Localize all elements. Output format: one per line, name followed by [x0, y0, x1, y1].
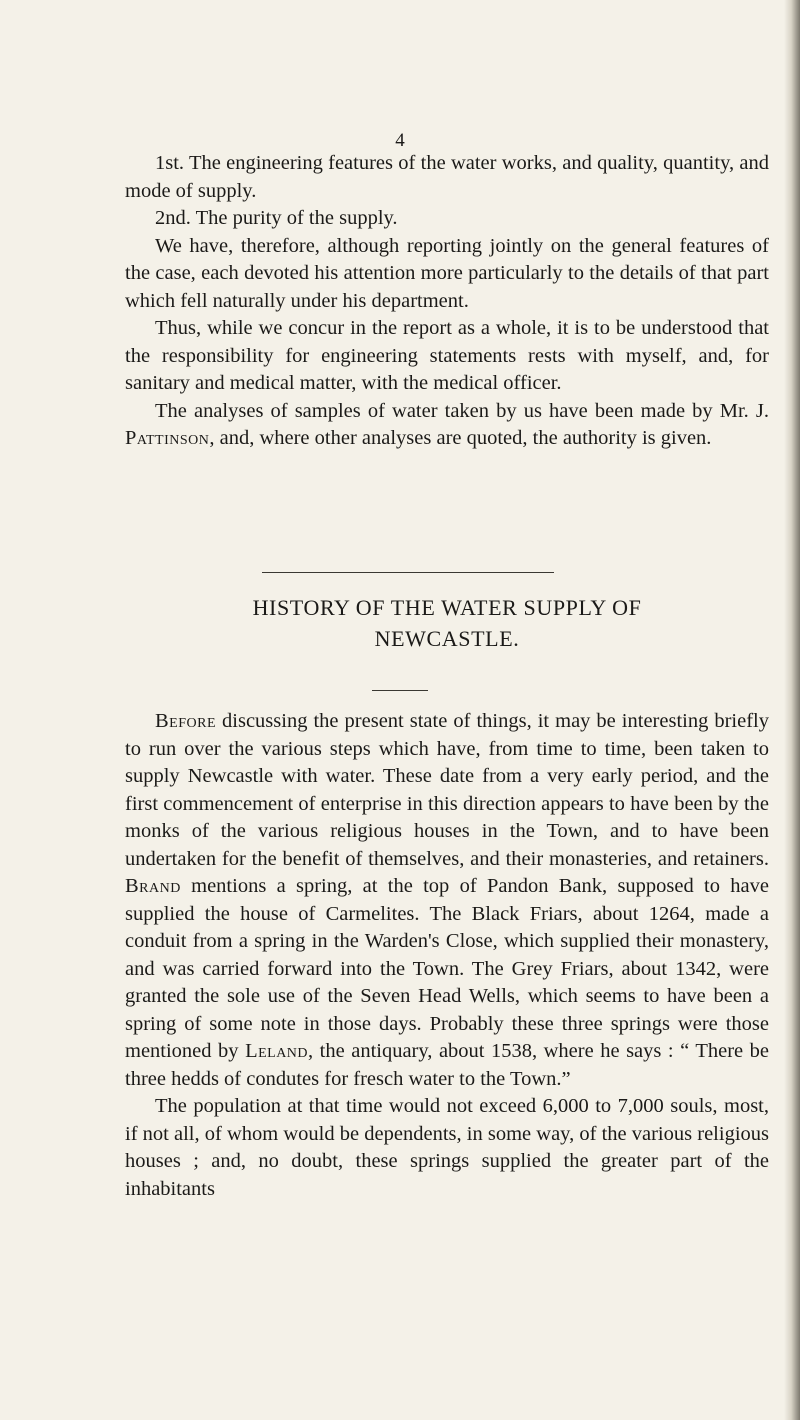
paragraph-second-item: 2nd. The purity of the supply. — [155, 207, 398, 229]
section-heading — [125, 592, 769, 654]
paragraph-first-item: 1st. The engineering features of the water works, and quality, quantity, and mode of supply. — [125, 152, 769, 202]
heading-underline — [372, 690, 428, 691]
page-number: 4 — [395, 130, 405, 151]
paragraph-history — [125, 708, 769, 1093]
author-leland: Leland — [245, 1040, 309, 1062]
history-text-part-2: mentions a spring, at the top of Pandon Bank, supposed to have supplied the house of Carmelites. The Black Friars, about 1264, made a conduit from a spring in the Warden's Close, which supplied their monastery, and was carried forward into the Town. The Grey Friars, about 1342, were granted the sole use of the Seven Head Wells, which seems to have been a spring of some note in those days. Probably these three springs were those mentioned by — [125, 875, 769, 1062]
analyses-text-before: The analyses of samples of water taken by us have been made by Mr. J. — [155, 399, 769, 422]
lead-word: Before — [155, 710, 217, 732]
analyses-text-after: , and, where other analyses are quoted, the authority is given. — [209, 427, 712, 449]
paragraph-responsibility: Thus, while we concur in the report as a whole, it is to be understood that the responsibility for engineering statements rests with myself, and, for sanitary and medical matter, with the medical officer. — [125, 317, 769, 394]
section-divider — [262, 572, 554, 573]
author-brand: Brand — [125, 875, 181, 897]
history-section — [125, 708, 769, 1203]
analyst-name: Pattinson — [125, 427, 210, 449]
heading-line-2: NEWCASTLE. — [374, 626, 520, 651]
paragraph-joint-report: We have, therefore, although reporting jointly on the general features of the case, each devoted his attention more particularly to the details of that part which fell naturally under his department. — [125, 234, 769, 312]
heading-line-1: HISTORY OF THE WATER SUPPLY OF — [252, 595, 642, 620]
history-text-part-3: , the antiquary, about 1538, where he says : “ There be three hedds of condutes for fresch water to the Town.” — [125, 1040, 769, 1090]
paragraph-analyses — [125, 398, 769, 453]
intro-section — [125, 150, 769, 453]
binding-edge — [784, 0, 800, 1420]
paragraph-population: The population at that time would not exceed 6,000 to 7,000 souls, most, if not all, of whom would be dependents, in some way, of the various religious houses ; and, no doubt, these springs supplied the greater part of the inhabitants — [125, 1095, 769, 1200]
history-text-part-1: discussing the present state of things, it may be interesting briefly to run over the various steps which have, from time to time, been taken to supply Newcastle with water. These date from a very early period, and the first commencement of enterprise in this direction appears to have been by the monks of the various religious houses in the Town, and to have been undertaken for the benefit of themselves, and their monasteries, and retainers. — [125, 710, 769, 870]
